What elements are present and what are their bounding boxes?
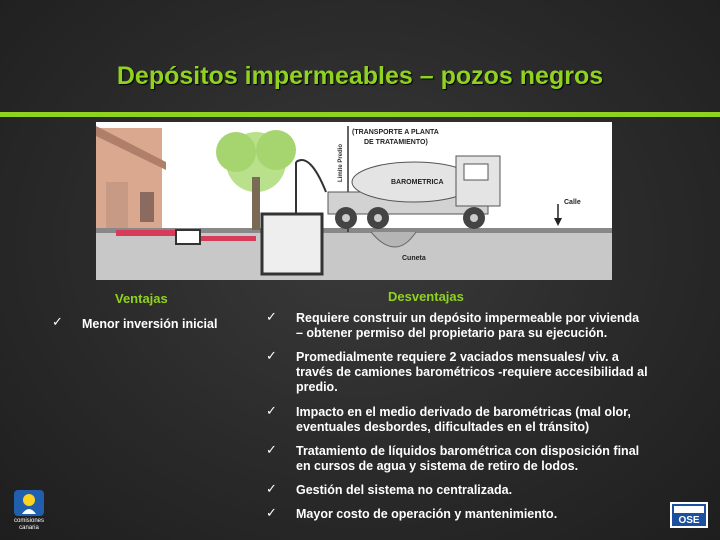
ose-logo-text: OSE xyxy=(678,515,700,526)
ventajas-heading: Ventajas xyxy=(115,291,168,306)
check-icon: ✓ xyxy=(266,442,277,457)
check-icon: ✓ xyxy=(52,314,63,329)
item-line: predio. xyxy=(296,380,338,394)
logo-text-line: canaria xyxy=(19,525,39,531)
item-line: eventuales desbordes, dificultades en el tránsito) xyxy=(296,420,590,434)
desventaja-item xyxy=(296,444,639,474)
desventaja-item xyxy=(296,311,639,341)
ventaja-item: Menor inversión inicial xyxy=(82,317,218,331)
transport-label-line1: (TRANSPORTE A PLANTA xyxy=(352,129,439,136)
truck-label: BAROMETRICA xyxy=(391,179,444,186)
item-line: – obtener permiso del propietario para su ejecución. xyxy=(296,326,608,340)
item-line: Impacto en el medio derivado de barométricas (mal olor, xyxy=(296,405,631,419)
item-line: Requiere construir un depósito impermeable por vivienda xyxy=(296,311,640,325)
desventaja-item xyxy=(296,507,557,522)
item-line: Mayor costo de operación y mantenimiento. xyxy=(296,507,558,521)
check-icon: ✓ xyxy=(266,403,277,418)
tanker-truck xyxy=(328,156,500,229)
item-line: Tratamiento de líquidos barométrica con disposición final xyxy=(296,444,640,458)
item-line: Promedialmente requiere 2 vaciados mensuales/ viv. a xyxy=(296,350,619,364)
desventajas-heading: Desventajas xyxy=(388,289,464,304)
check-icon: ✓ xyxy=(266,505,277,520)
check-icon: ✓ xyxy=(266,348,277,363)
check-icon: ✓ xyxy=(266,481,277,496)
organization-logo-text xyxy=(6,518,52,532)
slide-title: Depósitos impermeables – pozos negros xyxy=(116,62,604,90)
septic-illustration xyxy=(96,122,612,280)
title-divider xyxy=(0,112,720,117)
transport-label-line2: DE TRATAMIENTO) xyxy=(364,139,428,146)
check-icon: ✓ xyxy=(266,309,277,324)
item-line: través de camiones barométricos -requiere accesibilidad al xyxy=(296,365,648,379)
ose-logo xyxy=(670,502,708,528)
item-line: en cursos de agua y sistema de retiro de lodos. xyxy=(296,459,579,473)
item-line: Gestión del sistema no centralizada. xyxy=(296,483,513,497)
illustration-drawing xyxy=(96,122,612,280)
desventaja-item xyxy=(296,483,512,498)
logo-text-line: comisiones xyxy=(13,518,44,524)
ditch-label: Cuneta xyxy=(402,255,426,262)
street-label: Calle xyxy=(564,199,581,206)
boundary-label: Limite Predio xyxy=(338,143,344,182)
desventaja-item xyxy=(296,405,631,435)
desventaja-item xyxy=(296,350,648,395)
